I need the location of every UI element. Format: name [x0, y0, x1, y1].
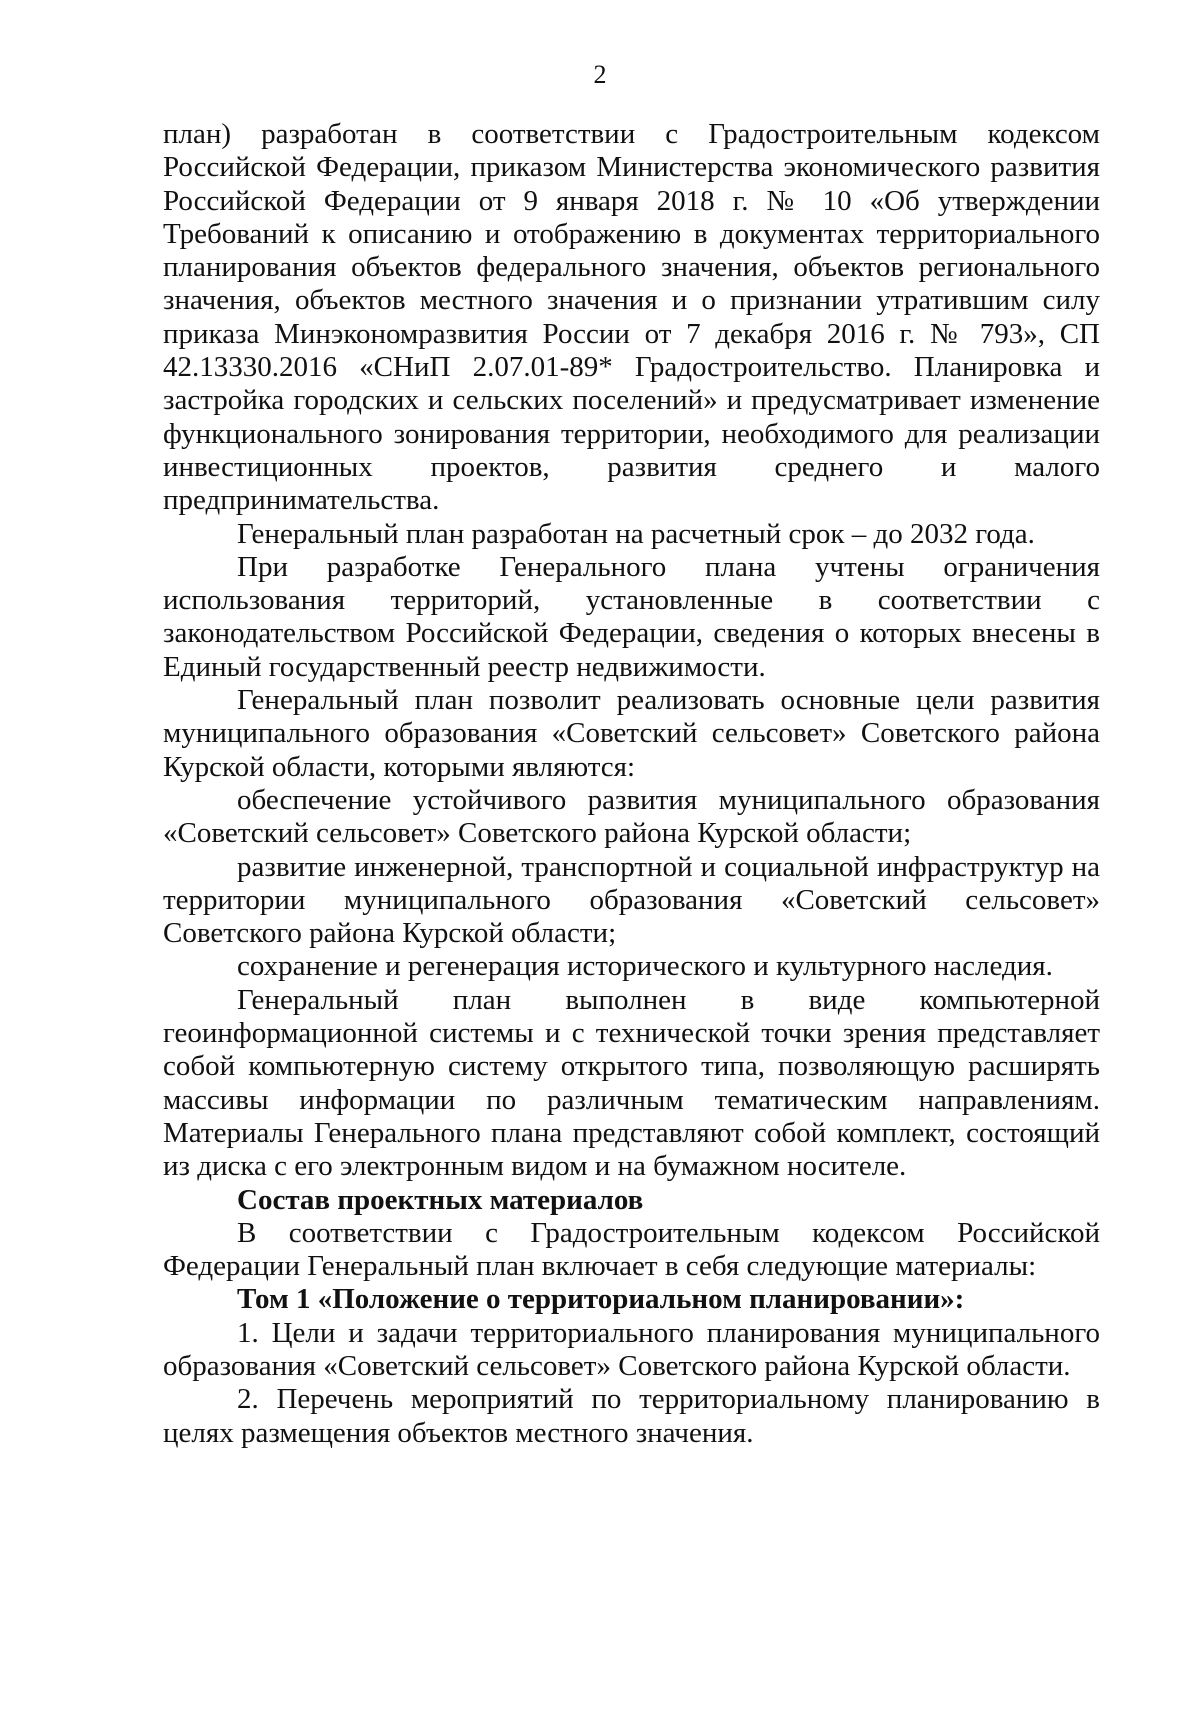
paragraph-goal-sustainability: обеспечение устойчивого развития муниципального образования «Советский сельсовет» Советского района Курской области;	[163, 783, 1100, 850]
paragraph-legal-basis: план) разработан в соответствии с Градостроительным кодексом Российской Федерации, приказом Министерства экономического развития Российской Федерации от 9 января 2018 г. № 10 «Об утверждении Требований к описанию и отображению в документах территориального планирования объектов федерального значения, объектов регионального значения, объектов местного значения и о признании утратившим силу приказа Минэкономразвития России от 7 декабря 2016 г. № 793», СП 42.13330.2016 «СНиП 2.07.01-89* Градостроительство. Планировка и застройка городских и сельских поселений» и предусматривает изменение функционального зонирования территории, необходимого для реализации инвестиционных проектов, развития среднего и малого предпринимательства.	[163, 118, 1100, 517]
paragraph-term: Генеральный план разработан на расчетный срок – до 2032 года.	[237, 517, 1035, 550]
paragraph-gis: Генеральный план выполнен в виде компьютерной геоинформационной системы и с технической точки зрения представляет собой компьютерную систему открытого типа, позволяющую расширять массивы информации по различным тематическим направлениям. Материалы Генерального плана представляют собой комплект, состоящий из диска с его электронным видом и на бумажном носителе.	[163, 983, 1100, 1183]
section-heading: Состав проектных материалов	[237, 1183, 644, 1216]
list-item: 2. Перечень мероприятий по территориальному планированию в целях размещения объектов местного значения.	[163, 1383, 1100, 1449]
paragraph-goal-heritage: сохранение и регенерация исторического и культурного наследия.	[237, 950, 1053, 983]
paragraph-goals-intro: Генеральный план позволит реализовать основные цели развития муниципального образования «Советский сельсовет» Советского района Курской области, которыми являются:	[163, 684, 1100, 783]
volume-title: Том 1 «Положение о территориальном планировании»:	[237, 1283, 965, 1316]
list-item: 1. Цели и задачи территориального планирования муниципального образования «Советский сельсовет» Советского района Курской области.	[163, 1316, 1100, 1382]
paragraph-goal-infrastructure: развитие инженерной, транспортной и социальной инфраструктур на территории муниципального образования «Советский сельсовет» Советского района Курской области;	[163, 850, 1100, 950]
page-number: 2	[593, 60, 607, 89]
section-intro: В соответствии с Градостроительным кодексом Российской Федерации Генеральный план включает в себя следующие материалы:	[163, 1216, 1100, 1283]
document-body	[163, 118, 1100, 1450]
paragraph-restrictions: При разработке Генерального плана учтены ограничения использования территорий, установленные в соответствии с законодательством Российской Федерации, сведения о которых внесены в Единый государственный реестр недвижимости.	[163, 550, 1100, 683]
